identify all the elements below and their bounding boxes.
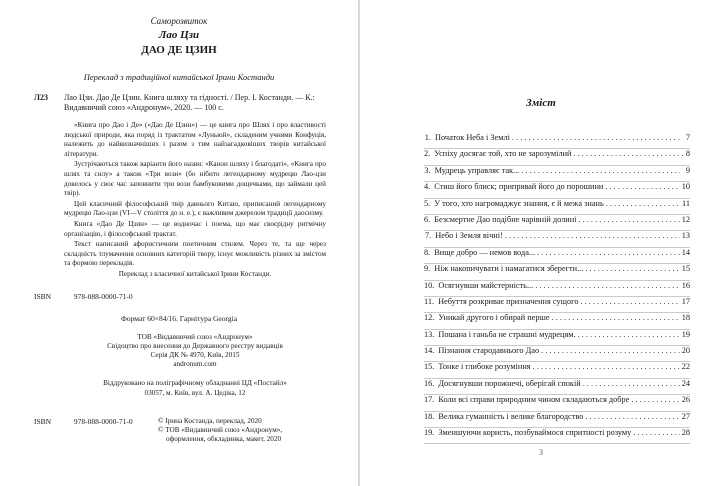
printing-line: Віддруковано на поліграфічному обладнанні ЦД «Постайл»	[103, 379, 287, 387]
author-name: Лао Цзи	[158, 29, 200, 41]
abstract-paragraph: Зустрічаються також варіанти його назви: «Канон шляху і благодаті», «Книга про шлях та силу» а також «Три вози» (бо нібито легендарному мудрецю Лао-цзи довелось у своє час заповнити три вози бамбуковими дощечками, що займали цей твір).	[64, 160, 326, 198]
toc-entry[interactable]	[424, 264, 690, 280]
toc-entry-title: Тонке і глибоке розуміння	[438, 362, 531, 372]
toc-entry[interactable]	[424, 149, 690, 165]
catalog-entry: Лао Цзи. Дао Де Цзин. Книга шляху та гідності. / Пер. І. Костанди. — К.: Видавничий союз «Андронум», 2020. — 100 с.	[64, 93, 315, 112]
toc-entry-page: 7	[685, 133, 690, 142]
contents-page	[362, 0, 720, 486]
toc-leader-dots	[578, 215, 679, 224]
abstract-paragraph: Книга «Дао Де Цзин» — це водночас і поема, що має своєрідну ритмічну організацію, і філософський трактат.	[64, 219, 326, 238]
page-number: 3	[539, 448, 543, 457]
toc-leader-dots	[585, 264, 679, 273]
toc-entry-page: 28	[681, 428, 690, 438]
isbn-label: ISBN	[34, 292, 52, 301]
format-line: Формат 60×84/16. Гарнітура Georgia	[120, 314, 238, 323]
toc-leader-dots	[633, 428, 679, 437]
toc-entry-title: Ніж накопичувати і намагатися зберегти...	[434, 264, 584, 274]
toc-entry-number: 10.	[424, 280, 435, 290]
toc-entry[interactable]	[424, 231, 690, 247]
catalog-code: Л23	[34, 93, 48, 102]
imprint-page	[0, 0, 358, 486]
isbn-number: 978-088-0000-71-0	[73, 292, 133, 301]
publisher-line: ТОВ «Видавничий союз «Андронум»	[137, 333, 253, 341]
printing-line: 03057, м. Київ, вул. А. Цедіка, 12	[144, 389, 246, 397]
toc-entry-page: 14	[681, 247, 690, 257]
toc-entry-title: Пізнання стародавнього Дао	[438, 346, 540, 356]
toc-entry[interactable]	[424, 412, 690, 428]
toc-entry-title: Зменшуючи користь, позбуваймося спритності розуму	[438, 428, 632, 438]
toc-entry-page: 19	[681, 329, 690, 339]
toc-entry-title: Небо і Земля вічні!	[435, 231, 503, 241]
toc-entry-page: 26	[681, 395, 690, 405]
toc-entry-number: 4.	[424, 182, 431, 192]
copyright-line: © ТОВ «Видавничий союз «Андронум»,	[158, 426, 283, 434]
toc-entry-title: Стиш його блиск; припрявай його до порошини	[434, 182, 604, 192]
toc-entry-title: Вище добро — немов вода...	[434, 247, 536, 257]
toc-entry[interactable]	[424, 395, 690, 411]
toc-leader-dots	[533, 362, 680, 371]
toc-entry-number: 6.	[424, 214, 431, 224]
toc-entry[interactable]	[424, 428, 690, 444]
isbn-number: 978-088-0000-71-0	[73, 417, 133, 426]
toc-entry-page: 8	[685, 149, 690, 159]
toc-entry-title: Досягнувши порожнечі, оберігай спокій	[438, 378, 581, 388]
toc-entry-number: 12.	[424, 313, 435, 323]
toc-leader-dots	[537, 248, 680, 257]
toc-entry[interactable]	[424, 133, 690, 149]
toc-entry[interactable]	[424, 330, 690, 346]
toc-entry-page: 9	[685, 165, 690, 175]
toc-leader-dots	[535, 281, 680, 290]
printing-info	[64, 378, 326, 398]
publisher-line: Свідоцтво про внесення до Державного реєстру видавців	[107, 342, 283, 350]
series-name: Саморозвиток	[150, 16, 208, 26]
publisher-info	[64, 333, 326, 369]
toc-entry-number: 16.	[424, 378, 435, 388]
toc-entry-title: У того, хто нагромаджує знання, є й межа знань	[434, 198, 604, 208]
toc-entry[interactable]	[424, 313, 690, 329]
toc-title: Зміст	[526, 97, 556, 109]
toc-leader-dots	[505, 231, 680, 240]
toc-entry-number: 2.	[424, 149, 431, 159]
toc-entry[interactable]	[424, 346, 690, 362]
toc-entry-page: 18	[681, 313, 690, 323]
toc-entry[interactable]	[424, 379, 690, 395]
toc-entry-title: Велика гуманність і велике благородство	[438, 411, 584, 421]
toc-entry-page: 17	[681, 296, 690, 306]
toc-entry-page: 20	[681, 346, 690, 356]
toc-entry-title: Мудрець управляє так...	[434, 165, 520, 175]
copyright-line: © Ірина Костанда, переклад, 2020	[158, 417, 262, 425]
toc-entry-title: Осягнувши майстерність...	[438, 280, 534, 290]
toc-leader-dots	[585, 412, 679, 421]
abstract-paragraph: Цей класичний філософський твір давнього Китаю, приписаний легендарному мудрецю Лао-цзи (VI—V століття до н. е.), є важливим джерелом традиції даосизму.	[64, 199, 326, 218]
toc-entry-page: 27	[681, 411, 690, 421]
isbn-label: ISBN	[34, 417, 52, 426]
translator-credit: Переклад з традиційної китайської Ірини Костанди	[83, 72, 275, 82]
toc-leader-dots	[583, 379, 680, 388]
abstract	[64, 121, 326, 281]
copyright-block	[158, 417, 338, 444]
toc-leader-dots	[512, 133, 680, 142]
toc-entry-title: Уникай другого і обирай перше	[438, 313, 550, 323]
toc-entry-number: 17.	[424, 395, 435, 405]
toc-leader-dots	[631, 395, 679, 404]
toc-entry-page: 12	[681, 214, 690, 224]
toc-entry-title: Безсмертне Дао подібне чарівній долині	[434, 214, 577, 224]
isbn-line	[34, 292, 133, 301]
toc-entry-page: 11	[682, 198, 690, 208]
abstract-paragraph: «Книга про Дао і Де» («Дао Де Цзин») — це книга про Шлях і про властивості людської природи, яка поряд із трактатом «Луньюй», складеним учнями Конфуція, належить до найвизначніших і разом з тим найзагадковіших творів китайської літератури.	[64, 121, 326, 158]
toc-entry-number: 5.	[424, 198, 431, 208]
toc-entry-number: 7.	[425, 231, 432, 241]
toc-entry-number: 11.	[424, 296, 435, 306]
toc-entry-title: Небуття розкриває призначення сущого	[438, 296, 579, 306]
toc-entry[interactable]	[424, 297, 690, 313]
toc-entry-title: Пошана і ганьба не страшні мудрецям.	[438, 329, 576, 339]
toc-leader-dots	[521, 166, 680, 175]
toc-entry-number: 19.	[424, 428, 435, 438]
toc-entry[interactable]	[424, 362, 690, 378]
toc-entry-title: Коли всі справи природним чином складаються добре	[438, 395, 630, 405]
toc-entry-number: 1.	[424, 133, 431, 142]
toc-entry-title: Успіху досягає той, хто не зарозумілий	[434, 149, 572, 159]
toc-leader-dots	[541, 346, 680, 355]
toc-leader-dots	[574, 149, 683, 158]
toc-entry-page: 10	[681, 182, 690, 192]
toc-entry-number: 13.	[424, 329, 435, 339]
toc-leader-dots	[552, 313, 680, 322]
toc-entry[interactable]	[424, 281, 690, 297]
toc-entry-title: Початок Неба і Землі	[434, 133, 510, 142]
toc-list	[424, 133, 690, 444]
toc-leader-dots	[605, 182, 679, 191]
publisher-line: Серія ДК № 4970, Київ, 2015	[150, 351, 240, 359]
book-title: ДАО ДЕ ЦЗИН	[141, 44, 217, 56]
toc-entry-number: 14.	[424, 346, 435, 356]
toc-entry[interactable]	[424, 215, 690, 231]
toc-entry-number: 15.	[424, 362, 435, 372]
abstract-paragraph: Текст написаний афористичним поетичним стилем. Через те, та ще через складність тлумачення основних категорій твору, існує можливість різних за змістом та формою перекладів.	[64, 240, 326, 268]
abstract-translator-line: Переклад з класичної китайської Ірини Костанди.	[118, 269, 272, 278]
isbn-bottom	[34, 417, 133, 426]
toc-leader-dots	[606, 199, 680, 208]
toc-entry-number: 3.	[424, 165, 431, 175]
copyright-line: оформлення, обкладинка, макет, 2020	[166, 435, 282, 443]
toc-entry-page: 22	[681, 362, 690, 372]
toc-entry-number: 9.	[424, 264, 431, 274]
toc-entry[interactable]	[424, 166, 690, 182]
toc-entry-page: 16	[681, 280, 690, 290]
toc-entry-page: 24	[681, 378, 690, 388]
toc-leader-dots	[578, 330, 680, 339]
publisher-line: andronum.com	[173, 360, 217, 368]
toc-entry-page: 15	[681, 264, 690, 274]
toc-entry-number: 18.	[424, 411, 435, 421]
toc-leader-dots	[581, 297, 680, 306]
toc-entry-number: 8.	[424, 247, 431, 257]
toc-entry[interactable]	[424, 182, 690, 198]
toc-entry-page: 13	[681, 231, 690, 241]
page-gutter	[358, 0, 360, 486]
toc-entry[interactable]	[424, 248, 690, 264]
toc-entry[interactable]	[424, 199, 690, 215]
